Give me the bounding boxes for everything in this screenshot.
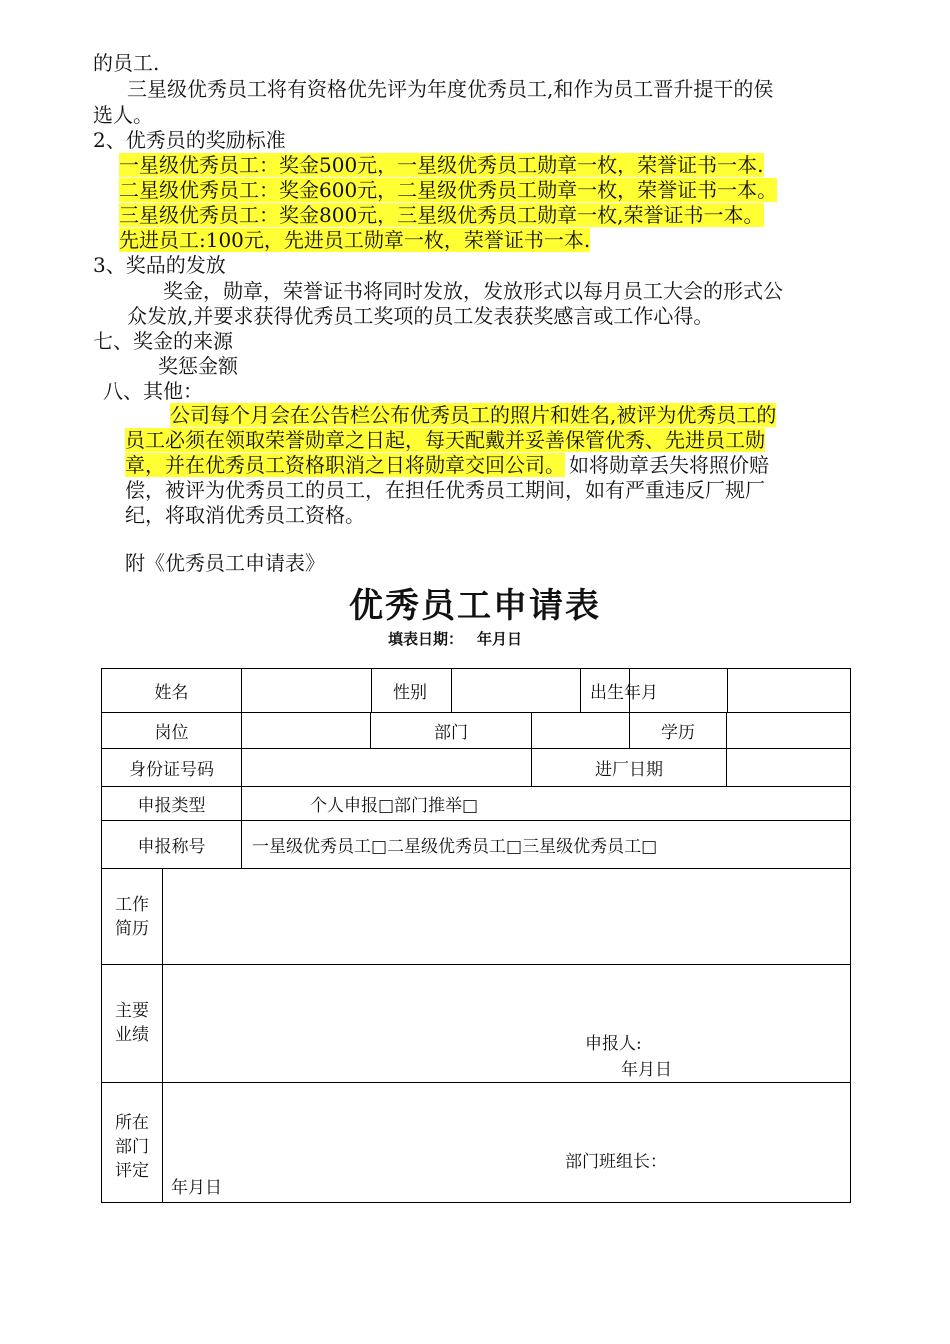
fill-date-value: 年月日 <box>477 630 523 648</box>
applicant-date: 年月日 <box>621 1060 672 1080</box>
other-highlight-line: 章，并在优秀员工资格职消之日将勋章交回公司。 <box>125 453 565 477</box>
attachment-note: 附《优秀员工申请表》 <box>125 551 325 575</box>
application-form-table <box>101 668 851 1203</box>
section-heading: 2、优秀员的奖励标准 <box>93 128 286 152</box>
eval-label-line: 评定 <box>115 1161 149 1181</box>
body-line: 选人。 <box>93 103 153 127</box>
gender-label: 性别 <box>393 683 427 703</box>
section-heading: 七、奖金的来源 <box>93 329 233 353</box>
other-highlight-line: 公司每个月会在公告栏公布优秀员工的照片和姓名,被评为优秀员工的 <box>170 403 777 427</box>
perf-label-line: 主要 <box>115 1001 149 1021</box>
work-label-line: 简历 <box>115 918 149 939</box>
body-line: 偿，被评为优秀员工的员工，在担任优秀员工期间，如有严重违反厂规厂 <box>125 478 765 502</box>
fill-date <box>388 628 536 649</box>
leader-label: 部门班组长： <box>565 1152 667 1172</box>
name-label: 姓名 <box>102 669 242 713</box>
form-title: 优秀员工申请表 <box>349 586 601 626</box>
work-history-label <box>102 869 163 965</box>
work-label-line: 工作 <box>115 894 149 915</box>
body-line: 众发放,并要求获得优秀员工奖项的员工发表获奖感言或工作心得。 <box>127 304 714 328</box>
applicant-label: 申报人: <box>585 1034 642 1054</box>
body-line: 的员工. <box>93 51 160 75</box>
id-input-cell[interactable] <box>242 749 532 787</box>
performance-input[interactable] <box>163 965 851 1083</box>
reward-line-advanced: 先进员工:100元，先进员工勋章一枚，荣誉证书一本. <box>119 228 591 252</box>
body-line: 纪，将取消优秀员工资格。 <box>125 503 365 527</box>
performance-label <box>102 965 163 1083</box>
birth-label: 出生年月 <box>590 683 658 703</box>
apply-type-label: 申报类型 <box>102 787 242 821</box>
name-input-cell[interactable] <box>242 669 452 713</box>
body-line: 如将勋章丢失将照价赔 <box>569 453 769 477</box>
reward-line-one-star: 一星级优秀员工：奖金500元，一星级优秀员工勋章一枚，荣誉证书一本. <box>119 153 764 177</box>
post-label: 岗位 <box>102 713 242 749</box>
birth-input-cell[interactable] <box>630 669 851 713</box>
id-label: 身份证号码 <box>102 749 242 787</box>
eval-date: 年月日 <box>171 1178 222 1198</box>
reward-line-three-star: 三星级优秀员工：奖金800元，三星级优秀员工勋章一枚,荣誉证书一本。 <box>119 203 764 227</box>
body-line: 奖惩金额 <box>158 354 238 378</box>
dept-evaluation-input[interactable] <box>163 1083 851 1203</box>
body-line: 奖金，勋章，荣誉证书将同时发放，发放形式以每月员工大会的形式公 <box>163 279 783 303</box>
apply-title-options[interactable]: 一星级优秀员工□二星级优秀员工□三星级优秀员工□ <box>242 821 851 869</box>
eval-label-line: 所在 <box>115 1113 149 1133</box>
body-line: 三星级优秀员工将有资格优先评为年度优秀员工,和作为员工晋升提干的侯 <box>127 77 774 101</box>
section-heading: 3、奖品的发放 <box>93 253 226 277</box>
join-input-cell[interactable] <box>727 749 851 787</box>
dept-label: 部门 <box>371 713 532 749</box>
apply-type-options[interactable]: 个人申报□部门推举□ <box>242 787 851 821</box>
perf-label-line: 业绩 <box>115 1025 149 1045</box>
edu-input-cell[interactable] <box>727 713 851 749</box>
gender-input-cell[interactable] <box>452 669 658 713</box>
reward-line-two-star: 二星级优秀员工：奖金600元，二星级优秀员工勋章一枚，荣誉证书一本。 <box>119 178 778 202</box>
post-input-cell[interactable] <box>242 713 371 749</box>
eval-label-line: 部门 <box>115 1137 149 1157</box>
dept-input-cell[interactable] <box>532 713 630 749</box>
section-heading: 八、其他： <box>103 379 203 403</box>
work-history-input[interactable] <box>163 869 851 965</box>
dept-evaluation-label <box>102 1083 163 1203</box>
join-label: 进厂日期 <box>532 749 727 787</box>
other-highlight-line: 员工必须在领取荣誉勋章之日起，每天配戴并妥善保管优秀、先进员工勋 <box>125 428 765 452</box>
fill-date-label: 填表日期： <box>388 630 464 648</box>
apply-title-label: 申报称号 <box>102 821 242 869</box>
edu-label: 学历 <box>630 713 727 749</box>
